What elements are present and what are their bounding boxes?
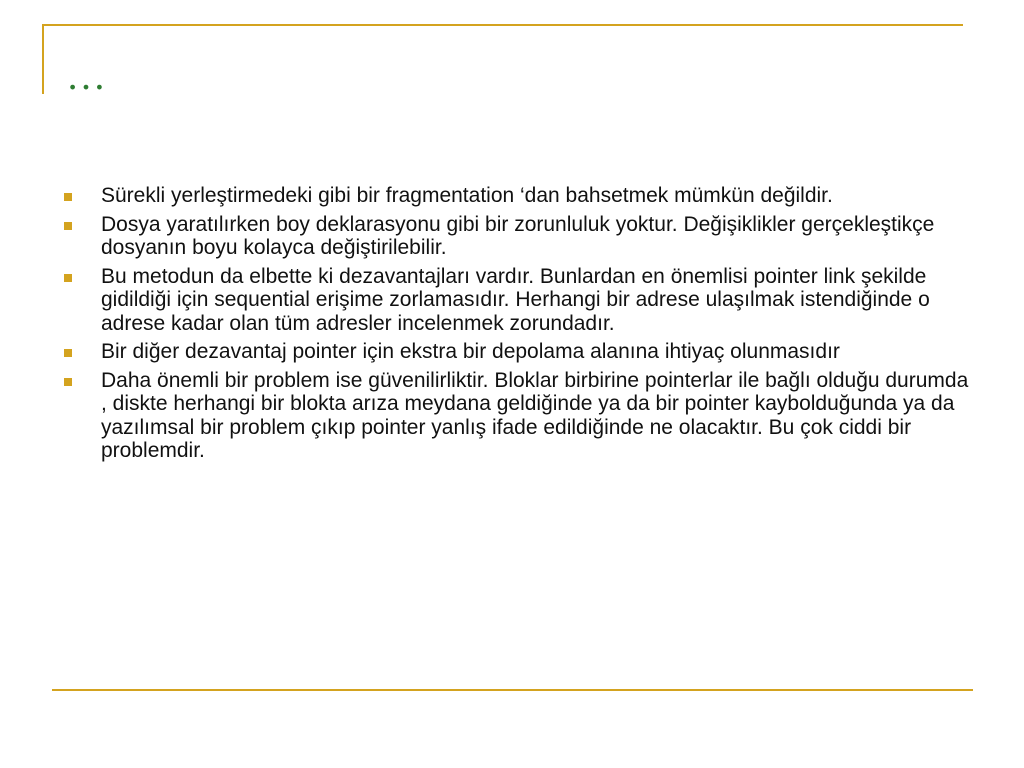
frame-left-line (42, 24, 44, 94)
square-bullet-icon (64, 222, 72, 230)
bullet-item-3 (64, 265, 969, 336)
square-bullet-icon (64, 193, 72, 201)
bullet-text-1: Sürekli yerleştirmedeki gibi bir fragmentation ‘dan bahsetmek mümkün değildir. (101, 184, 833, 207)
bullet-item-4 (64, 340, 969, 364)
bullet-list (64, 184, 969, 468)
square-bullet-icon (64, 349, 72, 357)
square-bullet-icon (64, 274, 72, 282)
square-bullet-icon (64, 378, 72, 386)
bullet-text-5: Daha önemli bir problem ise güvenilirliktir. Bloklar birbirine pointerlar ile bağlı olduğu durumda , diskte herhangi bir blokta arıza meydana geldiğinde ya da bir pointer kaybolduğunda ya da yazılımsal bir problem çıkıp pointer yanlış ifade edildiğinde ne olacaktır. Bu çok ciddi bir problemdir. (101, 368, 969, 462)
bullet-item-5 (64, 369, 969, 463)
bullet-text-2: Dosya yaratılırken boy deklarasyonu gibi bir zorunluluk yoktur. Değişiklikler gerçekleştikçe dosyanın boyu kolayca değiştirilebilir. (101, 212, 935, 259)
bullet-text-4: Bir diğer dezavantaj pointer için ekstra bir depolama alanına ihtiyaç olunmasıdır (101, 340, 840, 363)
bullet-item-1 (64, 184, 969, 208)
bullet-item-2 (64, 213, 969, 260)
frame-top-line (42, 24, 963, 26)
slide-title: … (66, 53, 110, 98)
bullet-text-3: Bu metodun da elbette ki dezavantajları vardır. Bunlardan en önemlisi pointer link şekilde gidildiği için sequential erişime zorlamasıdır. Herhangi bir adrese ulaşılmak istendiğinde o adrese kadar olan tüm adresler incelenmek zorundadır. (101, 264, 930, 335)
frame-bottom-line (52, 689, 973, 691)
